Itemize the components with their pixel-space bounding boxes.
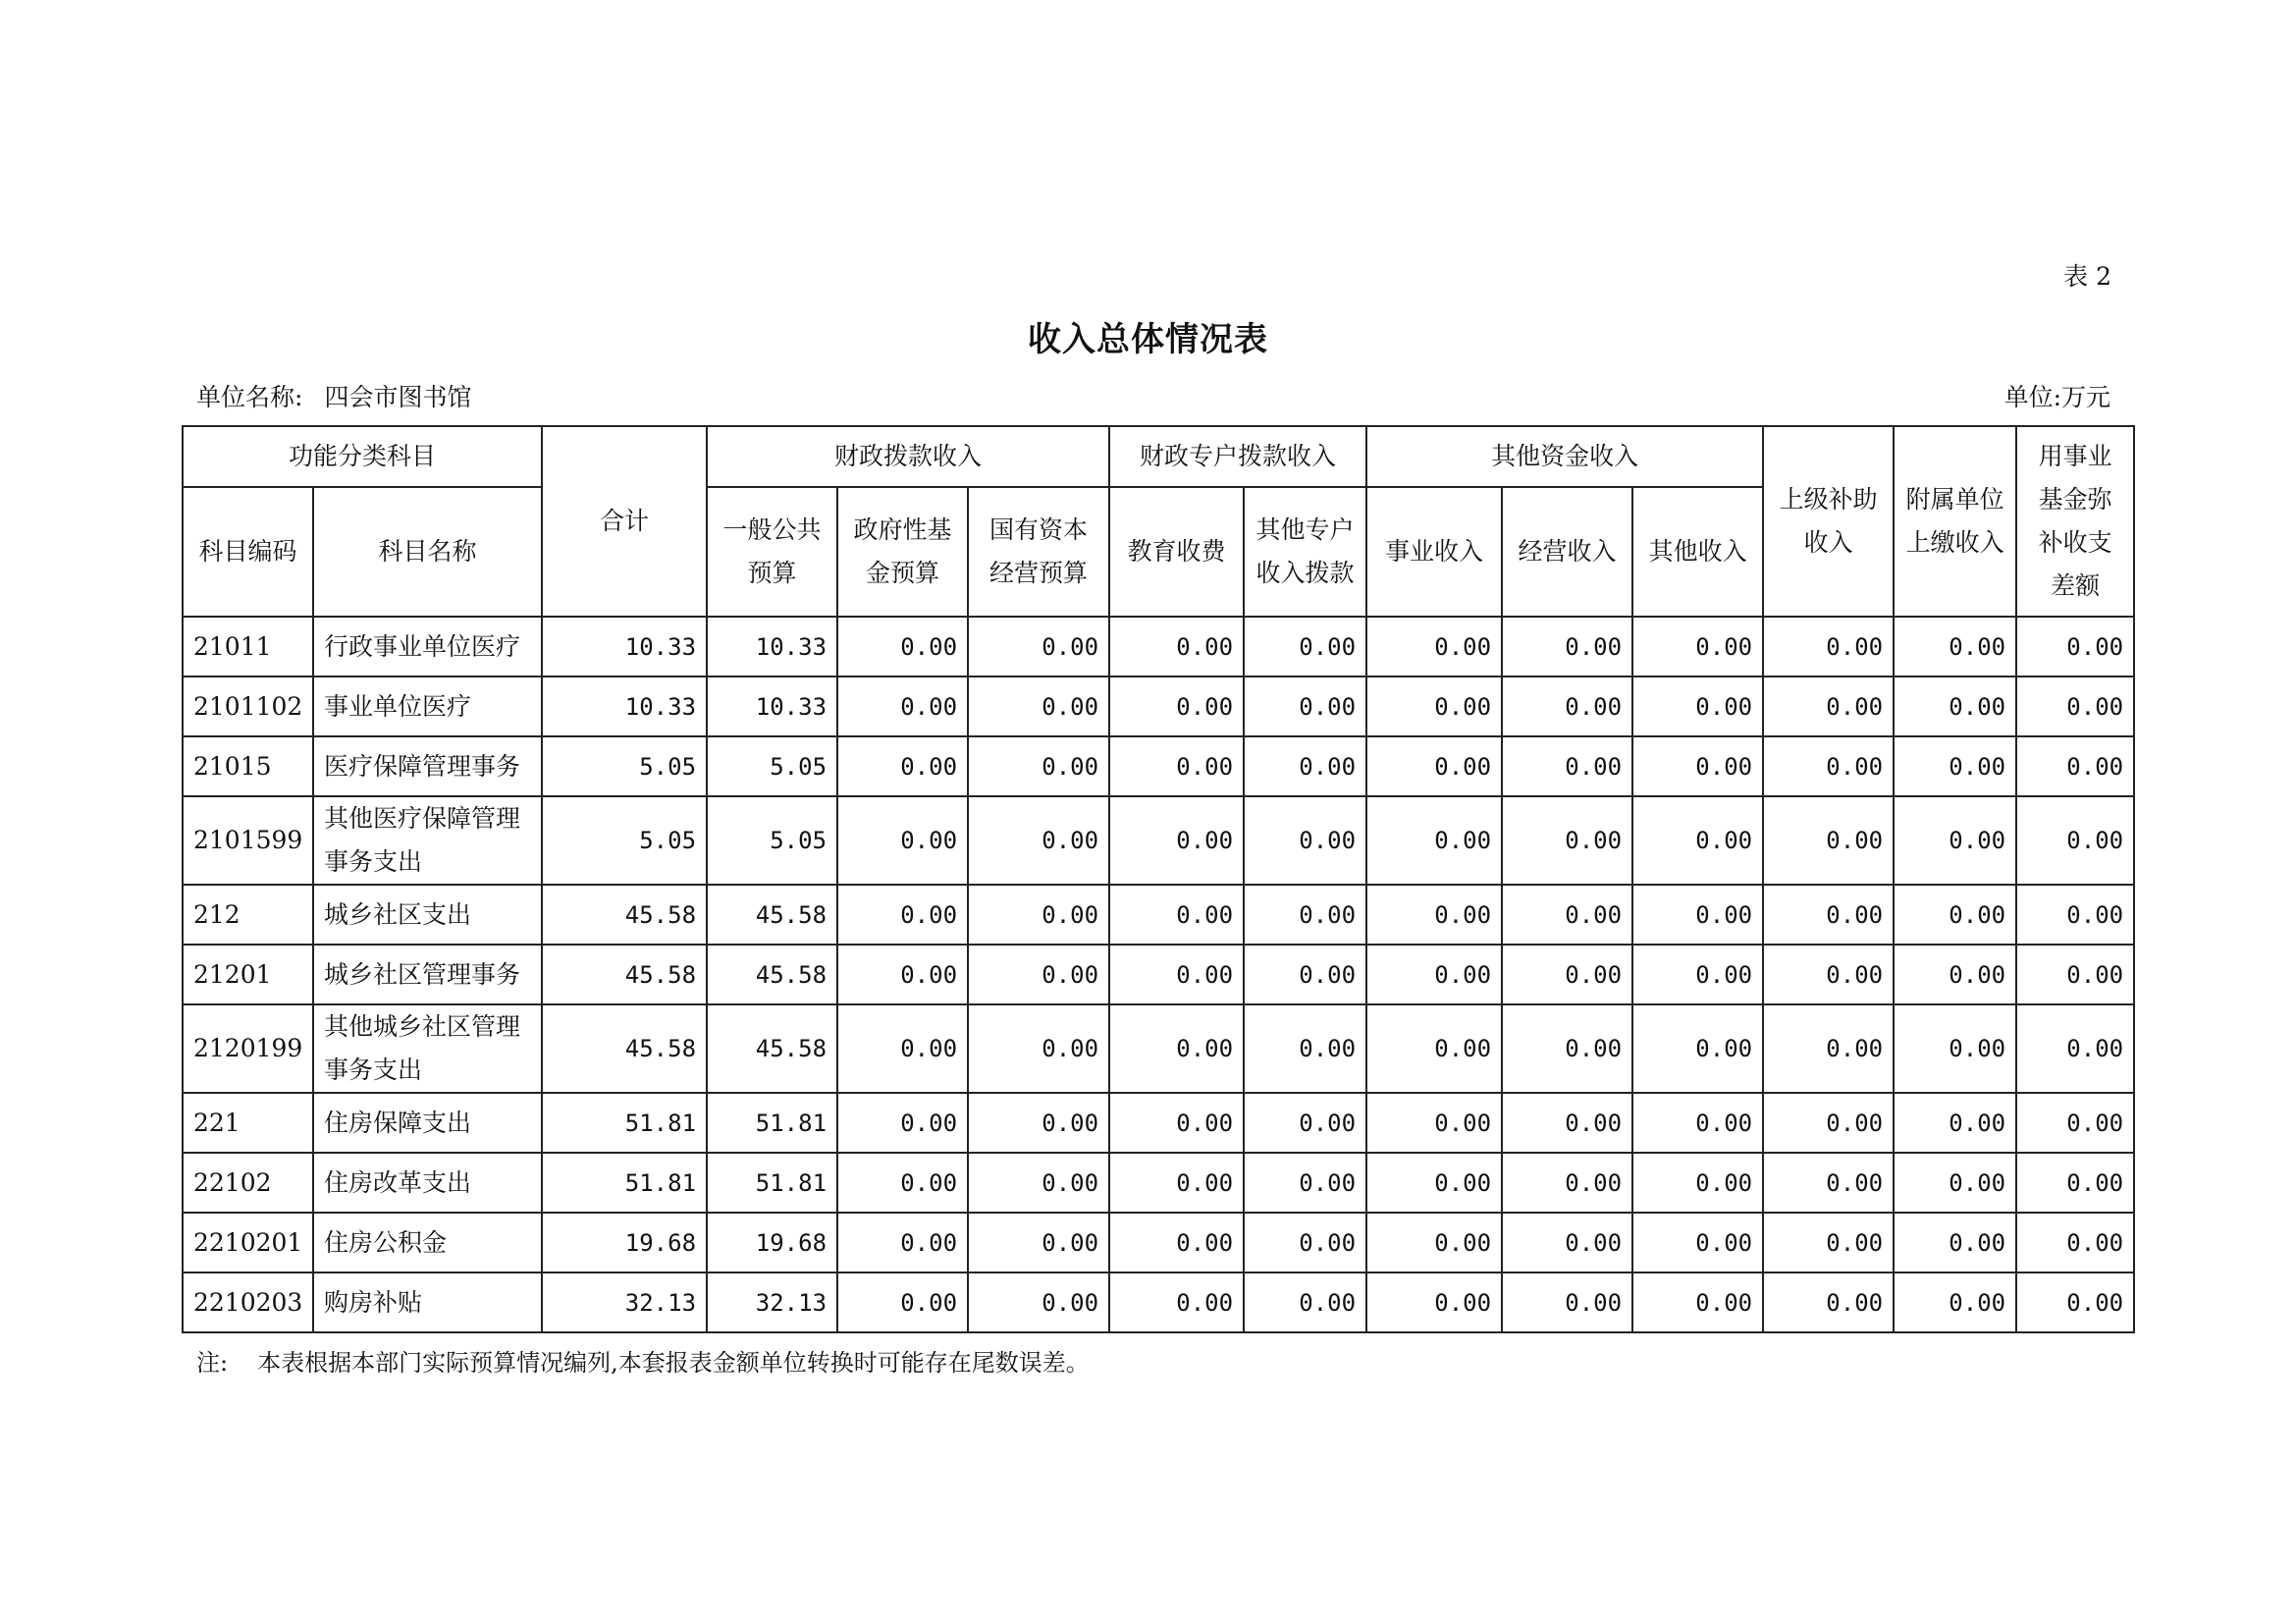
cell-state-capital-budget: 0.00	[968, 617, 1109, 677]
cell-gov-fund-budget: 0.00	[837, 1213, 968, 1272]
header-operating-income: 经营收入	[1502, 487, 1632, 617]
cell-superior-subsidy: 0.00	[1763, 1272, 1894, 1332]
cell-general-budget: 45.58	[707, 1004, 837, 1093]
cell-general-budget: 10.33	[707, 677, 837, 736]
footnote-text: 本表根据本部门实际预算情况编列,本套报表金额单位转换时可能存在尾数误差。	[257, 1349, 1090, 1377]
cell-operating-income: 0.00	[1502, 1272, 1632, 1332]
cell-business-income: 0.00	[1366, 796, 1502, 885]
header-functional-category: 功能分类科目	[183, 426, 542, 487]
cell-other-income: 0.00	[1632, 885, 1763, 945]
cell-operating-income: 0.00	[1502, 736, 1632, 796]
cell-fund-offset: 0.00	[2016, 1004, 2134, 1093]
cell-other-income: 0.00	[1632, 1153, 1763, 1213]
cell-state-capital-budget: 0.00	[968, 1153, 1109, 1213]
cell-operating-income: 0.00	[1502, 1153, 1632, 1213]
cell-general-budget: 32.13	[707, 1272, 837, 1332]
cell-affiliated-payment: 0.00	[1894, 1004, 2016, 1093]
row-code: 21015	[183, 736, 313, 796]
cell-state-capital-budget: 0.00	[968, 1272, 1109, 1332]
table-row	[183, 617, 2134, 677]
cell-state-capital-budget: 0.00	[968, 1213, 1109, 1272]
cell-fund-offset: 0.00	[2016, 885, 2134, 945]
cell-fund-offset: 0.00	[2016, 945, 2134, 1004]
cell-superior-subsidy: 0.00	[1763, 736, 1894, 796]
row-code: 21011	[183, 617, 313, 677]
row-code: 2210201	[183, 1213, 313, 1272]
header-code: 科目编码	[183, 487, 313, 617]
cell-business-income: 0.00	[1366, 1093, 1502, 1153]
income-summary-table	[182, 425, 2135, 1333]
cell-general-budget: 51.81	[707, 1153, 837, 1213]
cell-state-capital-budget: 0.00	[968, 1093, 1109, 1153]
cell-gov-fund-budget: 0.00	[837, 1153, 968, 1213]
cell-total: 10.33	[542, 677, 707, 736]
cell-other-special: 0.00	[1244, 1153, 1366, 1213]
cell-operating-income: 0.00	[1502, 1004, 1632, 1093]
row-code: 2101102	[183, 677, 313, 736]
cell-gov-fund-budget: 0.00	[837, 1272, 968, 1332]
cell-gov-fund-budget: 0.00	[837, 1004, 968, 1093]
header-general-budget: 一般公共预算	[707, 487, 837, 617]
table-row	[183, 796, 2134, 885]
cell-operating-income: 0.00	[1502, 1213, 1632, 1272]
cell-superior-subsidy: 0.00	[1763, 1004, 1894, 1093]
cell-gov-fund-budget: 0.00	[837, 885, 968, 945]
row-code: 2101599	[183, 796, 313, 885]
cell-total: 32.13	[542, 1272, 707, 1332]
row-name: 住房保障支出	[313, 1093, 542, 1153]
cell-other-special: 0.00	[1244, 1213, 1366, 1272]
cell-gov-fund-budget: 0.00	[837, 796, 968, 885]
row-code: 221	[183, 1093, 313, 1153]
footnote	[196, 1343, 1090, 1378]
cell-total: 5.05	[542, 796, 707, 885]
cell-fund-offset: 0.00	[2016, 617, 2134, 677]
cell-operating-income: 0.00	[1502, 1093, 1632, 1153]
cell-other-income: 0.00	[1632, 736, 1763, 796]
cell-general-budget: 19.68	[707, 1213, 837, 1272]
cell-other-special: 0.00	[1244, 796, 1366, 885]
header-affiliated-payment: 附属单位上缴收入	[1894, 426, 2016, 617]
table-row	[183, 1153, 2134, 1213]
table-row	[183, 736, 2134, 796]
row-name: 行政事业单位医疗	[313, 617, 542, 677]
cell-business-income: 0.00	[1366, 945, 1502, 1004]
cell-other-special: 0.00	[1244, 736, 1366, 796]
row-name: 城乡社区管理事务	[313, 945, 542, 1004]
page-title: 收入总体情况表	[1028, 320, 1268, 359]
cell-other-income: 0.00	[1632, 617, 1763, 677]
row-name: 其他城乡社区管理事务支出	[313, 1004, 542, 1093]
cell-state-capital-budget: 0.00	[968, 945, 1109, 1004]
header-other-special: 其他专户收入拨款	[1244, 487, 1366, 617]
cell-operating-income: 0.00	[1502, 617, 1632, 677]
cell-education-fee: 0.00	[1109, 736, 1244, 796]
cell-general-budget: 45.58	[707, 885, 837, 945]
cell-affiliated-payment: 0.00	[1894, 945, 2016, 1004]
cell-education-fee: 0.00	[1109, 1213, 1244, 1272]
header-fiscal-group: 财政拨款收入	[707, 426, 1109, 487]
row-name: 医疗保障管理事务	[313, 736, 542, 796]
cell-gov-fund-budget: 0.00	[837, 617, 968, 677]
cell-gov-fund-budget: 0.00	[837, 945, 968, 1004]
footnote-label: 注:	[196, 1349, 229, 1377]
table-row	[183, 1004, 2134, 1093]
cell-other-special: 0.00	[1244, 945, 1366, 1004]
row-code: 22102	[183, 1153, 313, 1213]
cell-other-special: 0.00	[1244, 1004, 1366, 1093]
cell-state-capital-budget: 0.00	[968, 677, 1109, 736]
cell-other-income: 0.00	[1632, 945, 1763, 1004]
cell-fund-offset: 0.00	[2016, 736, 2134, 796]
unit-name-block	[196, 378, 471, 413]
cell-general-budget: 51.81	[707, 1093, 837, 1153]
cell-other-income: 0.00	[1632, 796, 1763, 885]
header-other-income: 其他收入	[1632, 487, 1763, 617]
cell-operating-income: 0.00	[1502, 885, 1632, 945]
cell-other-income: 0.00	[1632, 1213, 1763, 1272]
cell-total: 19.68	[542, 1213, 707, 1272]
header-special-group: 财政专户拨款收入	[1109, 426, 1366, 487]
cell-state-capital-budget: 0.00	[968, 1004, 1109, 1093]
cell-business-income: 0.00	[1366, 885, 1502, 945]
row-code: 212	[183, 885, 313, 945]
cell-general-budget: 10.33	[707, 617, 837, 677]
table-row	[183, 885, 2134, 945]
cell-affiliated-payment: 0.00	[1894, 617, 2016, 677]
cell-superior-subsidy: 0.00	[1763, 617, 1894, 677]
cell-fund-offset: 0.00	[2016, 796, 2134, 885]
cell-other-special: 0.00	[1244, 617, 1366, 677]
cell-general-budget: 45.58	[707, 945, 837, 1004]
cell-total: 51.81	[542, 1093, 707, 1153]
cell-education-fee: 0.00	[1109, 1004, 1244, 1093]
table-number: 表 2	[2063, 262, 2111, 291]
cell-affiliated-payment: 0.00	[1894, 1153, 2016, 1213]
cell-other-special: 0.00	[1244, 885, 1366, 945]
cell-superior-subsidy: 0.00	[1763, 1153, 1894, 1213]
cell-superior-subsidy: 0.00	[1763, 796, 1894, 885]
cell-other-special: 0.00	[1244, 1272, 1366, 1332]
cell-state-capital-budget: 0.00	[968, 796, 1109, 885]
cell-operating-income: 0.00	[1502, 677, 1632, 736]
table-row	[183, 1272, 2134, 1332]
cell-gov-fund-budget: 0.00	[837, 736, 968, 796]
cell-affiliated-payment: 0.00	[1894, 1272, 2016, 1332]
cell-general-budget: 5.05	[707, 796, 837, 885]
row-name: 住房公积金	[313, 1213, 542, 1272]
cell-fund-offset: 0.00	[2016, 1153, 2134, 1213]
cell-superior-subsidy: 0.00	[1763, 945, 1894, 1004]
cell-total: 5.05	[542, 736, 707, 796]
unit-name: 四会市图书馆	[324, 383, 472, 411]
cell-education-fee: 0.00	[1109, 945, 1244, 1004]
header-education-fee: 教育收费	[1109, 487, 1244, 617]
header-gov-fund-budget: 政府性基金预算	[837, 487, 968, 617]
cell-business-income: 0.00	[1366, 617, 1502, 677]
cell-business-income: 0.00	[1366, 1272, 1502, 1332]
header-state-capital-budget: 国有资本经营预算	[968, 487, 1109, 617]
cell-superior-subsidy: 0.00	[1763, 1093, 1894, 1153]
cell-other-special: 0.00	[1244, 1093, 1366, 1153]
currency-unit: 单位:万元	[2003, 383, 2110, 411]
cell-fund-offset: 0.00	[2016, 1213, 2134, 1272]
cell-education-fee: 0.00	[1109, 885, 1244, 945]
table-row	[183, 677, 2134, 736]
row-code: 21201	[183, 945, 313, 1004]
cell-total: 45.58	[542, 885, 707, 945]
cell-superior-subsidy: 0.00	[1763, 885, 1894, 945]
row-name: 住房改革支出	[313, 1153, 542, 1213]
cell-business-income: 0.00	[1366, 1004, 1502, 1093]
cell-education-fee: 0.00	[1109, 1272, 1244, 1332]
cell-education-fee: 0.00	[1109, 677, 1244, 736]
header-business-income: 事业收入	[1366, 487, 1502, 617]
cell-other-income: 0.00	[1632, 1272, 1763, 1332]
cell-business-income: 0.00	[1366, 736, 1502, 796]
table-row	[183, 1213, 2134, 1272]
cell-affiliated-payment: 0.00	[1894, 677, 2016, 736]
cell-fund-offset: 0.00	[2016, 1272, 2134, 1332]
cell-gov-fund-budget: 0.00	[837, 677, 968, 736]
cell-affiliated-payment: 0.00	[1894, 796, 2016, 885]
cell-total: 45.58	[542, 945, 707, 1004]
table-row	[183, 945, 2134, 1004]
cell-state-capital-budget: 0.00	[968, 885, 1109, 945]
cell-state-capital-budget: 0.00	[968, 736, 1109, 796]
cell-total: 10.33	[542, 617, 707, 677]
row-name: 其他医疗保障管理事务支出	[313, 796, 542, 885]
cell-affiliated-payment: 0.00	[1894, 1213, 2016, 1272]
header-row-groups	[183, 426, 2134, 487]
cell-education-fee: 0.00	[1109, 617, 1244, 677]
table-row	[183, 1093, 2134, 1153]
header-other-group: 其他资金收入	[1366, 426, 1763, 487]
cell-affiliated-payment: 0.00	[1894, 736, 2016, 796]
cell-business-income: 0.00	[1366, 1213, 1502, 1272]
cell-total: 51.81	[542, 1153, 707, 1213]
cell-operating-income: 0.00	[1502, 796, 1632, 885]
cell-gov-fund-budget: 0.00	[837, 1093, 968, 1153]
cell-superior-subsidy: 0.00	[1763, 677, 1894, 736]
cell-fund-offset: 0.00	[2016, 1093, 2134, 1153]
cell-total: 45.58	[542, 1004, 707, 1093]
cell-general-budget: 5.05	[707, 736, 837, 796]
unit-name-label: 单位名称:	[196, 383, 303, 411]
cell-affiliated-payment: 0.00	[1894, 885, 2016, 945]
cell-affiliated-payment: 0.00	[1894, 1093, 2016, 1153]
cell-education-fee: 0.00	[1109, 1153, 1244, 1213]
cell-business-income: 0.00	[1366, 1153, 1502, 1213]
meta-row	[196, 378, 2110, 411]
header-fund-offset: 用事业基金弥补收支差额	[2016, 426, 2134, 617]
cell-education-fee: 0.00	[1109, 796, 1244, 885]
cell-fund-offset: 0.00	[2016, 677, 2134, 736]
cell-superior-subsidy: 0.00	[1763, 1213, 1894, 1272]
cell-other-income: 0.00	[1632, 677, 1763, 736]
cell-other-income: 0.00	[1632, 1093, 1763, 1153]
row-name: 事业单位医疗	[313, 677, 542, 736]
row-name: 购房补贴	[313, 1272, 542, 1332]
cell-education-fee: 0.00	[1109, 1093, 1244, 1153]
cell-other-income: 0.00	[1632, 1004, 1763, 1093]
row-code: 2120199	[183, 1004, 313, 1093]
header-total: 合计	[542, 426, 707, 617]
header-superior-subsidy: 上级补助收入	[1763, 426, 1894, 617]
row-code: 2210203	[183, 1272, 313, 1332]
cell-business-income: 0.00	[1366, 677, 1502, 736]
row-name: 城乡社区支出	[313, 885, 542, 945]
cell-other-special: 0.00	[1244, 677, 1366, 736]
header-name: 科目名称	[313, 487, 542, 617]
cell-operating-income: 0.00	[1502, 945, 1632, 1004]
